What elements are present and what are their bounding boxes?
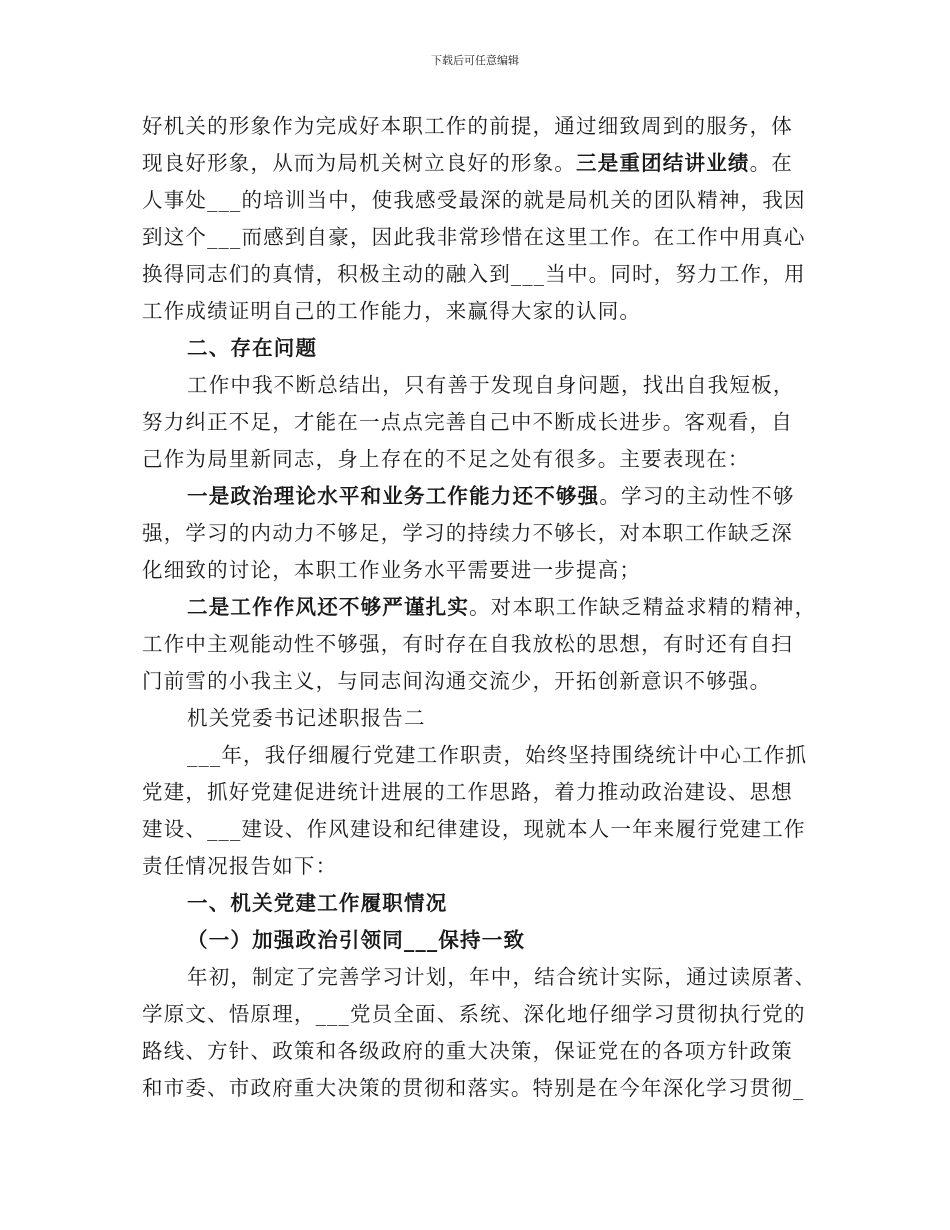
section-heading: 一、机关党建工作履职情况 [187, 891, 448, 915]
report-title: 机关党委书记述职报告二 [187, 706, 426, 730]
paragraph-line: 学原文、悟原理，___党员全面、系统、深化地仔细学习贯彻执行党的 [142, 1002, 806, 1026]
bold-phrase: 二是工作作风还不够严谨扎实 [187, 595, 470, 619]
paragraph-line: 工作中我不断总结出，只有善于发现自身问题，找出自我短板， [187, 373, 795, 397]
paragraph-line: 责任情况报告如下： [142, 854, 338, 878]
paragraph-line: 一是政治理论水平和业务工作能力还不够强。学习的主动性不够 [187, 484, 795, 508]
paragraph-line: 建设、___建设、作风建设和纪律建设，现就本人一年来履行党建工作 [142, 817, 806, 841]
paragraph-line: 门前雪的小我主义，与同志间沟通交流少，开拓创新意识不够强。 [142, 669, 772, 693]
page-header: 下载后可任意编辑 [431, 54, 519, 67]
bold-phrase: 三是重团结讲业绩 [576, 151, 750, 175]
paragraph-line: 强，学习的内动力不够足，学习的持续力不够长，对本职工作缺乏深 [142, 521, 793, 545]
paragraph-line: 现良好形象，从而为局机关树立良好的形象。三是重团结讲业绩。在 [142, 151, 794, 175]
paragraph-line: ___年，我仔细履行党建工作职责，始终坚持围绕统计中心工作抓 [187, 743, 808, 767]
paragraph-line: 化细致的讨论，本职工作业务水平需要进一步提高； [142, 558, 642, 582]
paragraph-line: 二是工作作风还不够严谨扎实。对本职工作缺乏精益求精的精神， [187, 595, 817, 619]
subsection-heading: （一）加强政治引领同___保持一致 [187, 928, 526, 952]
section-heading: 二、存在问题 [187, 336, 318, 360]
paragraph-line: 党建，抓好党建促进统计进展的工作思路，着力推动政治建设、思想 [142, 780, 793, 804]
bold-phrase: 一是政治理论水平和业务工作能力还不够强 [187, 484, 600, 508]
paragraph-line: 和市委、市政府重大决策的贯彻和落实。特别是在今年深化学习贯彻_ [142, 1076, 805, 1100]
paragraph-line: 己作为局里新同志，身上存在的不足之处有很多。主要表现在： [142, 447, 750, 471]
document-body [142, 108, 822, 1107]
paragraph-line: 换得同志们的真情，积极主动的融入到___当中。同时，努力工作，用 [142, 262, 806, 286]
paragraph-line: 好机关的形象作为完成好本职工作的前提，通过细致周到的服务，体 [142, 114, 793, 138]
paragraph-line: 工作中主观能动性不够强，有时存在自我放松的思想，有时还有自扫 [142, 632, 793, 656]
paragraph-line: 工作成绩证明自己的工作能力，来赢得大家的认同。 [142, 299, 642, 323]
paragraph-line: 年初，制定了完善学习计划，年中，结合统计实际，通过读原著、 [187, 965, 817, 989]
paragraph-line: 人事处___的培训当中，使我感受最深的就是局机关的团队精神，我因 [142, 188, 806, 212]
paragraph-line: 到这个___而感到自豪，因此我非常珍惜在这里工作。在工作中用真心 [142, 225, 806, 249]
paragraph-line: 路线、方针、政策和各级政府的重大决策，保证党在的各项方针政策 [142, 1039, 793, 1063]
paragraph-line: 努力纠正不足，才能在一点点完善自己中不断成长进步。客观看，自 [142, 410, 793, 434]
